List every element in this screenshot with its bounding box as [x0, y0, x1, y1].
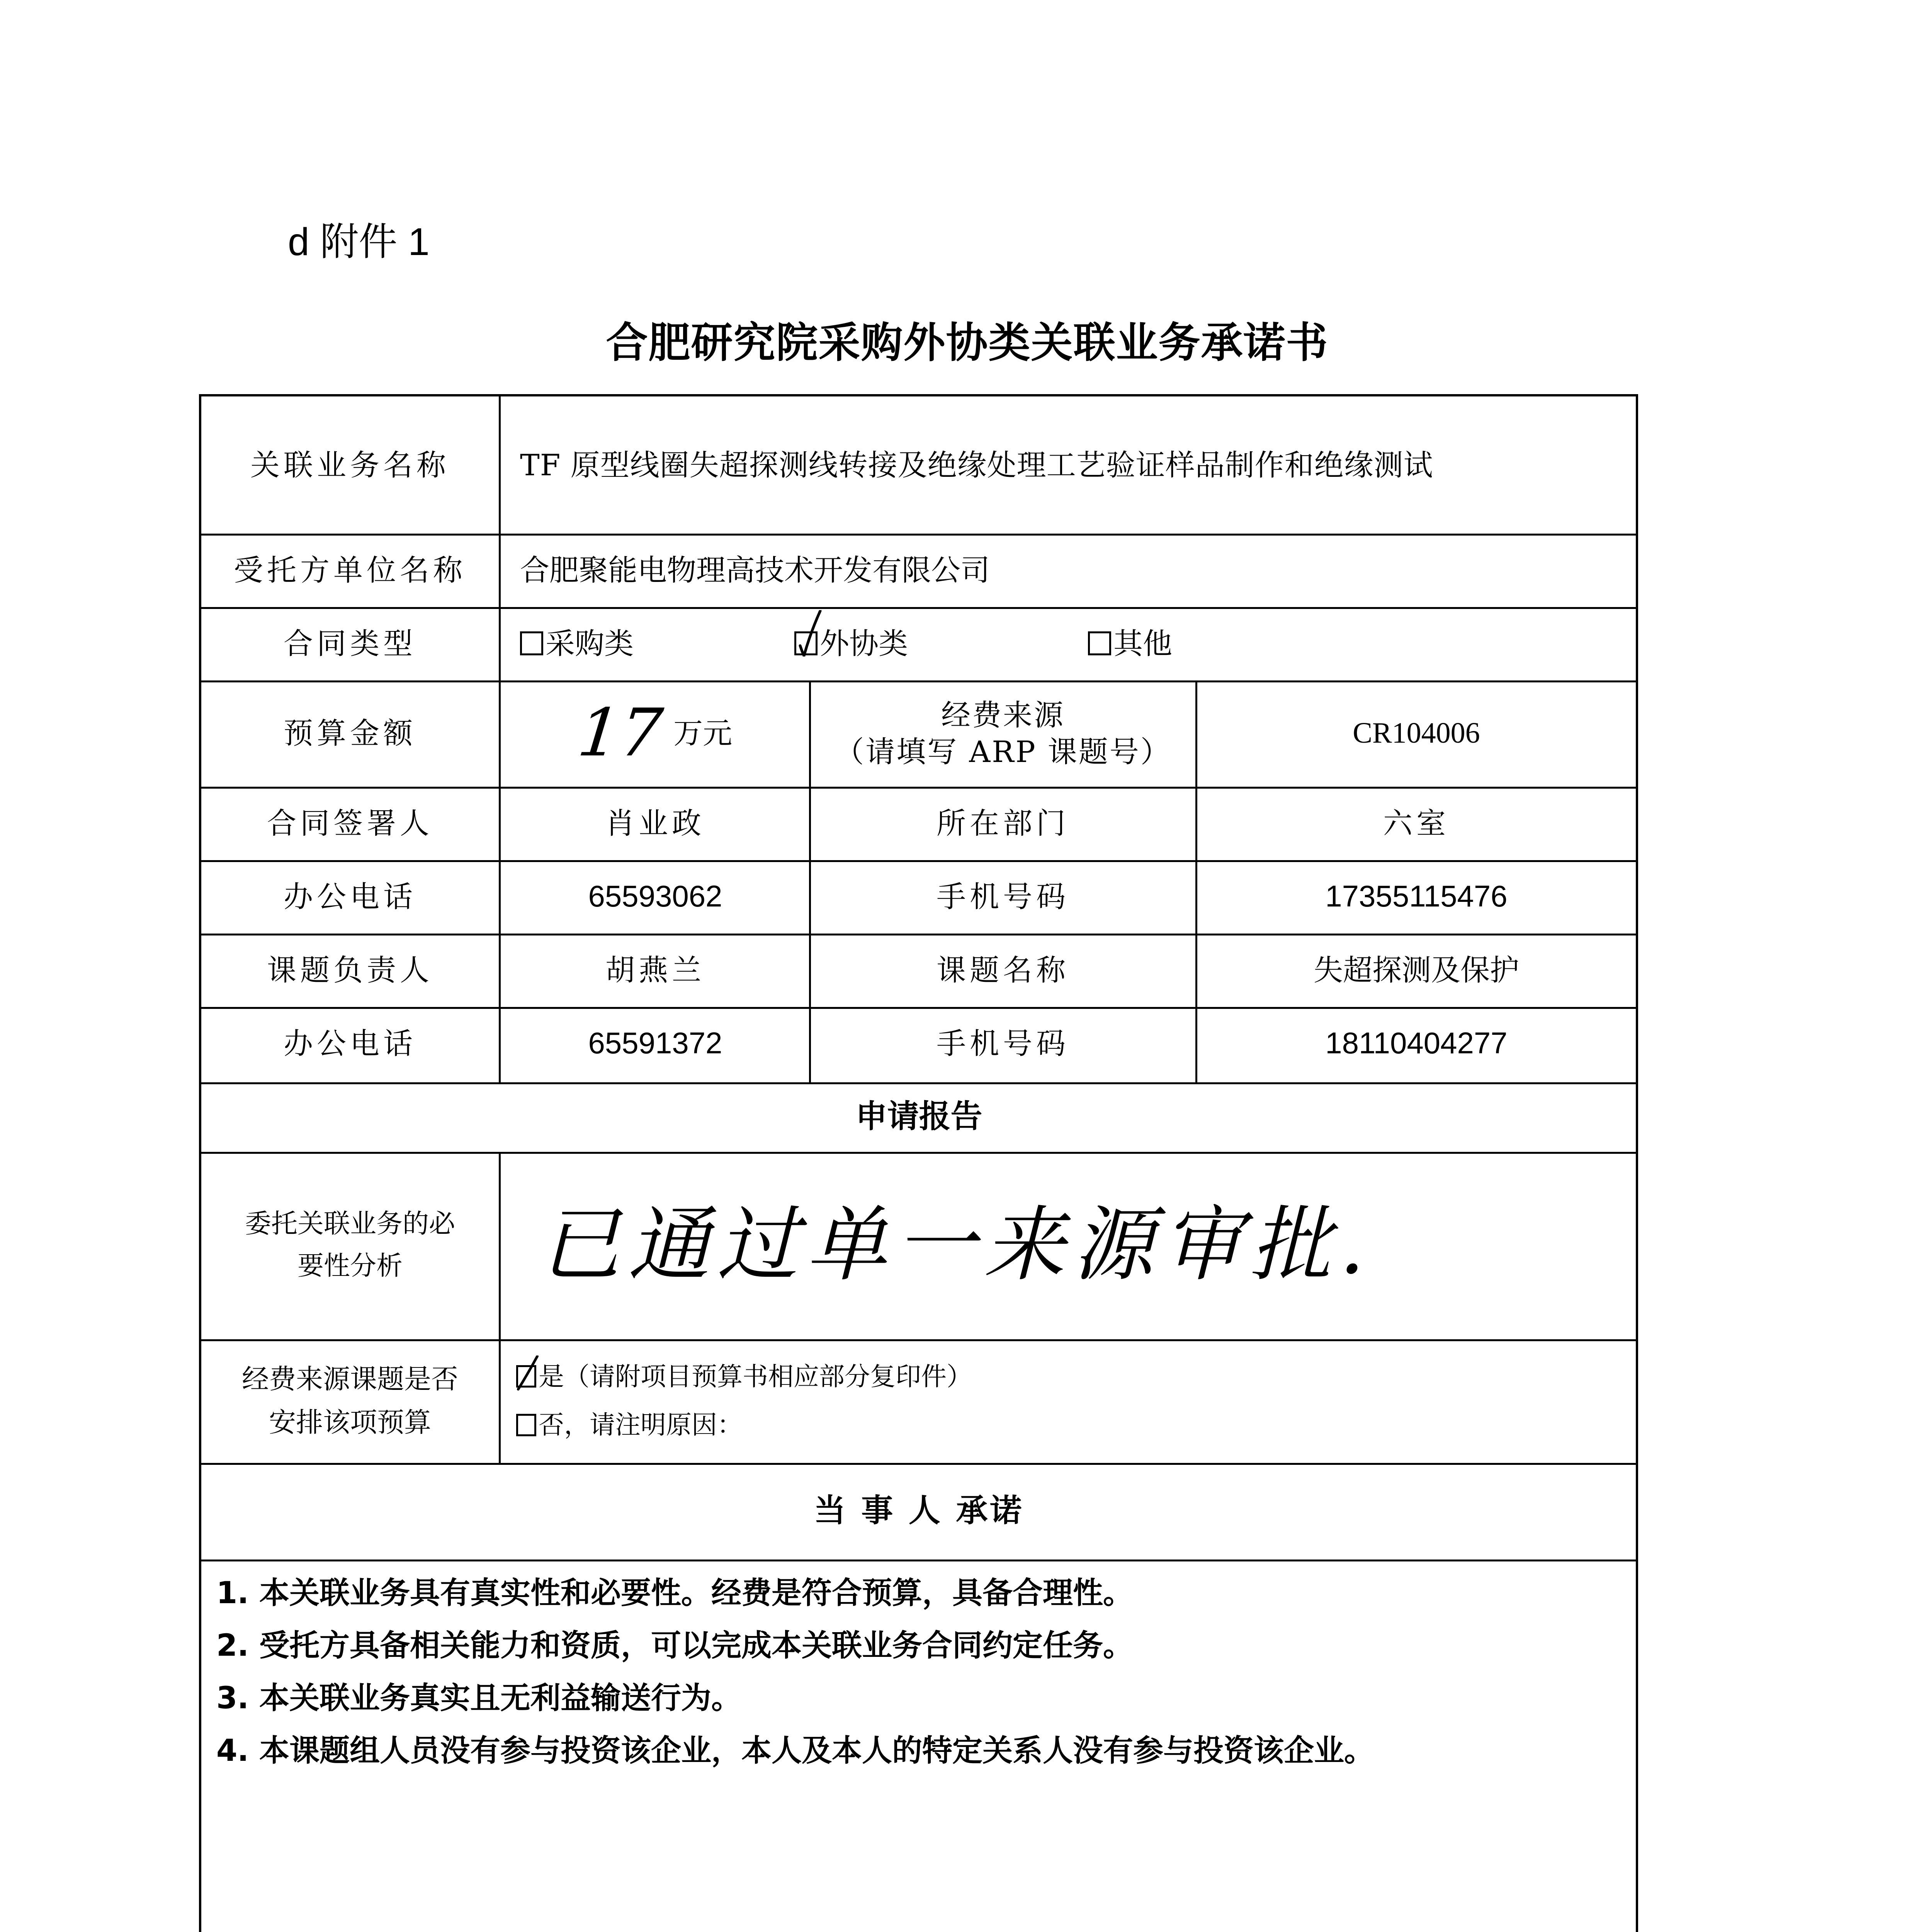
contract-type-option-outsourcing[interactable]: 外协类 — [794, 625, 1088, 662]
leader-mobile-value[interactable]: 18110404277 — [1325, 1026, 1508, 1060]
signer-mobile-value[interactable]: 17355115476 — [1325, 879, 1508, 913]
leader-office-phone-label: 办公电话 — [284, 1026, 416, 1061]
budget-arranged-options — [501, 1339, 1637, 1463]
leader-office-phone-value[interactable]: 65591372 — [588, 1026, 722, 1060]
signer-office-phone-value[interactable]: 65593062 — [588, 879, 722, 913]
checkbox-checked-icon[interactable] — [794, 631, 818, 655]
budget-arranged-option-no[interactable]: 否，请注明原因： — [516, 1401, 743, 1449]
contract-signer-value[interactable]: 肖业政 — [605, 806, 705, 840]
project-leader-label: 课题负责人 — [267, 952, 433, 987]
checkmark-icon — [799, 610, 822, 656]
project-leader-value[interactable]: 胡燕兰 — [605, 952, 705, 987]
contract-type-option-purchase[interactable]: 采购类 — [520, 625, 794, 662]
budget-label: 预算金额 — [284, 716, 416, 750]
contract-type-label: 合同类型 — [284, 626, 416, 661]
contract-type-options — [501, 607, 1637, 680]
checkmark-icon — [514, 1355, 541, 1392]
pledge-item: 2. 受托方具备相关能力和资质，可以完成本关联业务合同约定任务。 — [216, 1628, 1134, 1663]
signer-mobile-label: 手机号码 — [937, 879, 1069, 914]
department-value[interactable]: 六室 — [1383, 806, 1450, 840]
checkbox-unchecked-icon[interactable] — [520, 631, 543, 655]
business-name-value[interactable]: TF 原型线圈失超探测线转接及绝缘处理工艺验证样品制作和绝缘测试 — [520, 448, 1433, 482]
contract-type-option-other[interactable]: 其他 — [1088, 625, 1172, 662]
checkbox-checked-icon[interactable] — [516, 1365, 536, 1388]
budget-unit: 万元 — [673, 716, 733, 750]
budget-arranged-option-yes[interactable]: 是（请附项目预算书相应部分复印件） — [516, 1352, 972, 1401]
row-divider — [201, 1560, 1636, 1561]
contract-signer-label: 合同签署人 — [267, 806, 433, 840]
necessity-handwritten-text: 已通过单一来源审批. — [539, 1197, 1373, 1293]
entrusted-party-value[interactable]: 合肥聚能电物理高技术开发有限公司 — [520, 553, 990, 587]
budget-arranged-label: 经费来源课题是否 安排该项预算 — [242, 1363, 458, 1438]
necessity-label: 委托关联业务的必 要性分析 — [245, 1208, 455, 1281]
pledge-heading: 当 事 人 承诺 — [814, 1492, 1024, 1529]
attachment-label: d 附件 1 — [288, 220, 430, 264]
funding-source-value[interactable]: CR104006 — [1353, 717, 1480, 749]
entrusted-party-label: 受托方单位名称 — [234, 553, 466, 587]
funding-source-label: 经费来源 （请填写 ARP 课题号） — [835, 697, 1171, 769]
department-label: 所在部门 — [937, 806, 1069, 840]
pledge-list — [216, 1567, 1607, 1777]
leader-mobile-label: 手机号码 — [937, 1026, 1069, 1061]
pledge-item: 1. 本关联业务具有真实性和必要性。经费是符合预算，具备合理性。 — [216, 1576, 1134, 1611]
project-name-value[interactable]: 失超探测及保护 — [1314, 952, 1519, 987]
budget-amount-handwritten: 17 — [574, 695, 666, 772]
signer-office-phone-label: 办公电话 — [284, 879, 416, 914]
checkbox-unchecked-icon[interactable] — [516, 1414, 536, 1436]
budget-amount-field[interactable] — [501, 680, 810, 786]
project-name-label: 课题名称 — [937, 952, 1069, 987]
business-name-label: 关联业务名称 — [250, 448, 450, 482]
checkbox-unchecked-icon[interactable] — [1088, 631, 1111, 655]
application-report-heading: 申请报告 — [855, 1098, 982, 1135]
pledge-item: 3. 本关联业务真实且无利益输送行为。 — [216, 1681, 742, 1716]
pledge-item: 4. 本课题组人员没有参与投资该企业，本人及本人的特定关系人没有参与投资该企业。 — [216, 1733, 1375, 1768]
necessity-analysis-field[interactable] — [501, 1151, 1637, 1339]
page-title: 合肥研究院采购外协类关联业务承诺书 — [606, 319, 1329, 367]
